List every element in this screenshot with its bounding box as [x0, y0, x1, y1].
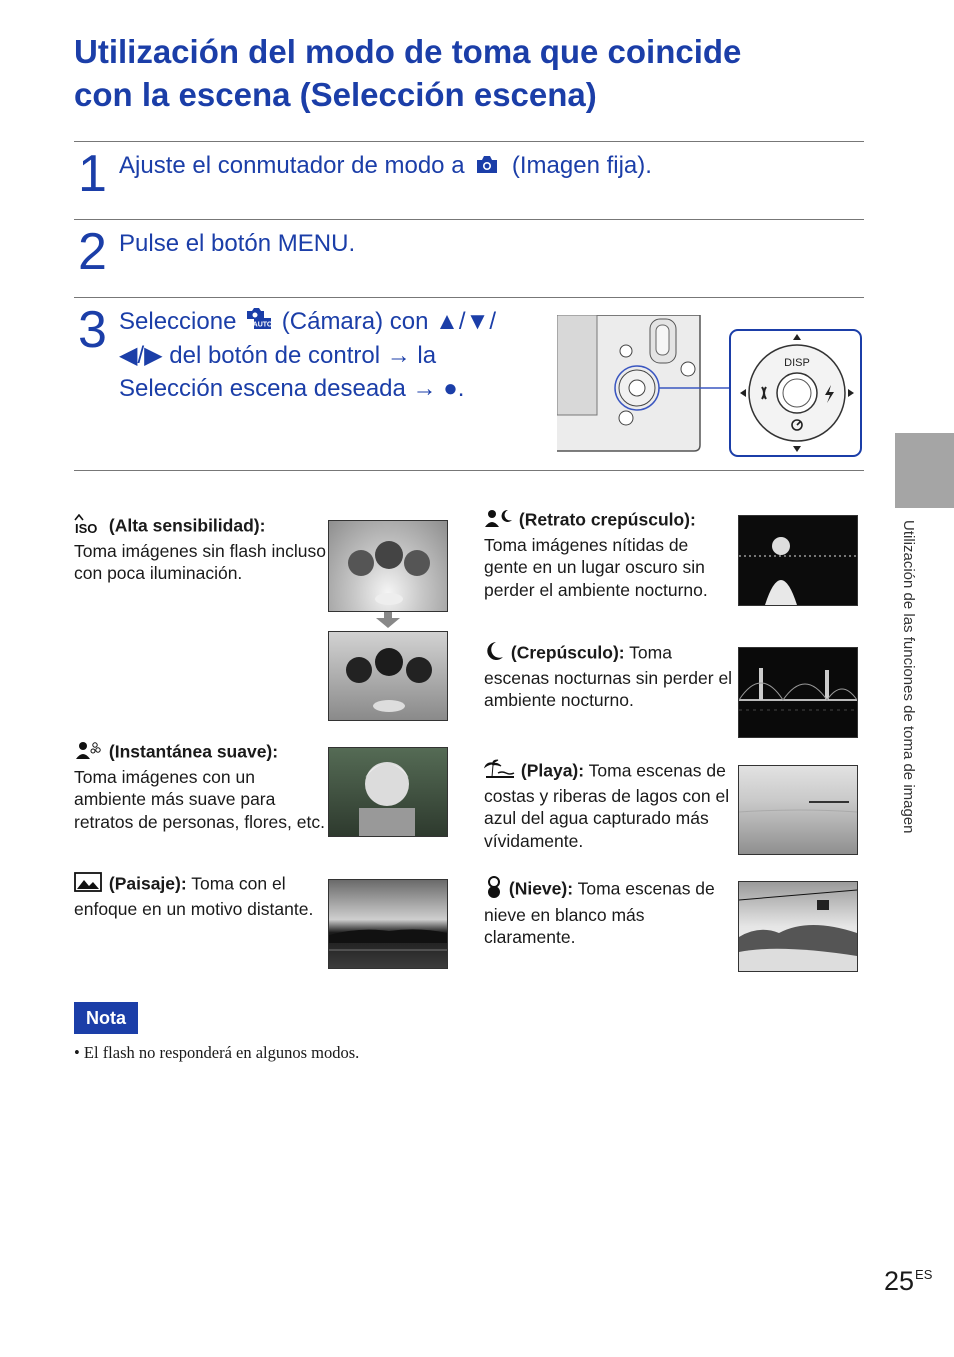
scene-name: (Crepúsculo):: [510, 642, 625, 663]
page-number: $25^{ES}$: [884, 1266, 933, 1296]
page-title-line2: con la escena (Selección escena): [74, 76, 597, 113]
scene-name: (Nieve):: [508, 878, 574, 899]
scene-desc: Toma escenas de nieve en blanco más claramente.: [484, 878, 715, 947]
svg-text:AUTO: AUTO: [252, 321, 273, 329]
scene-soft-snap: [74, 740, 326, 833]
still-camera-icon: [475, 150, 499, 183]
step-2-number: 2: [78, 223, 107, 281]
photo-soft-snap: [328, 747, 448, 837]
page-title: [74, 30, 864, 116]
twilight-icon: [484, 641, 506, 667]
scene-desc: Toma imágenes nítidas de gente en un lugar oscuro sin perder el ambiente nocturno.: [484, 534, 708, 600]
disp-label: DISP: [784, 357, 810, 369]
landscape-icon: [74, 872, 104, 898]
photo-landscape: [328, 879, 448, 969]
scene-name: (Playa):: [520, 760, 585, 781]
photo-high-sensitivity-flash: [328, 520, 448, 612]
scene-twilight-portrait: [484, 508, 736, 601]
divider: [74, 470, 864, 471]
scene-desc: Toma con el enfoque en un motivo distante.: [74, 873, 314, 919]
divider: [74, 141, 864, 142]
arrow-down-icon: [376, 612, 400, 633]
scene-snow: [484, 876, 736, 949]
snow-icon: [484, 876, 504, 904]
step-3-text: [119, 305, 549, 405]
step-1-number: 1: [78, 145, 107, 203]
step-3-part1: Seleccione: [119, 308, 237, 335]
scene-desc: Toma imágenes con un ambiente más suave para retratos de personas, flores, etc.: [74, 766, 325, 832]
camera-auto-icon: [246, 306, 272, 339]
scene-desc: Toma imágenes sin flash incluso con poca iluminación.: [74, 540, 326, 583]
beach-icon: [484, 759, 516, 785]
twilight-portrait-icon: [484, 508, 514, 534]
step-1-text-before: Ajuste el conmutador de modo a: [119, 152, 465, 179]
step-3-part2: (Cámara) con ▲/▼/: [281, 308, 496, 335]
scene-name: (Paisaje):: [108, 873, 187, 894]
step-1-text-after: (Imagen fija).: [511, 152, 652, 179]
photo-beach: [738, 765, 858, 855]
photo-twilight-portrait: [738, 515, 858, 606]
divider: [74, 297, 864, 298]
scene-name: (Retrato crepúsculo):: [518, 509, 696, 530]
scene-high-sensitivity: [74, 514, 326, 585]
scene-name: (Alta sensibilidad):: [108, 515, 266, 536]
photo-snow: [738, 881, 858, 972]
step-3-line2: ◀/▶ del botón de control → la: [119, 342, 437, 370]
section-tab[interactable]: [895, 433, 954, 508]
page-title-line1: Utilización del modo de toma que coincide: [74, 33, 742, 70]
iso-icon: [74, 514, 104, 540]
step-3-number: 3: [78, 301, 107, 359]
camera-illustration: [557, 315, 862, 458]
scene-beach: [484, 759, 736, 852]
scene-desc: Toma escenas de costas y riberas de lagos con el azul del agua capturado más vívidamente.: [484, 760, 730, 851]
nota-text: • El flash no responderá en algunos modos.: [74, 1043, 360, 1062]
scene-twilight: [484, 641, 736, 712]
soft-snap-icon: [74, 740, 104, 766]
svg-text:ISO: ISO: [75, 521, 98, 534]
photo-high-sensitivity: [328, 631, 448, 721]
photo-twilight: [738, 647, 858, 738]
divider: [74, 219, 864, 220]
step-2-text: Pulse el botón MENU.: [119, 230, 356, 257]
nota-label: Nota: [74, 1002, 138, 1034]
page-suffix: ES: [915, 1267, 933, 1282]
step-1-text: [119, 149, 652, 183]
scene-name: (Instantánea suave):: [108, 741, 279, 762]
step-3-line3: Selección escena deseada → ●.: [119, 375, 465, 403]
scene-landscape: [74, 872, 326, 920]
scene-desc: Toma escenas nocturnas sin perder el ambiente nocturno.: [484, 642, 733, 710]
section-tab-label: Utilización de las funciones de toma de imagen: [900, 520, 917, 834]
